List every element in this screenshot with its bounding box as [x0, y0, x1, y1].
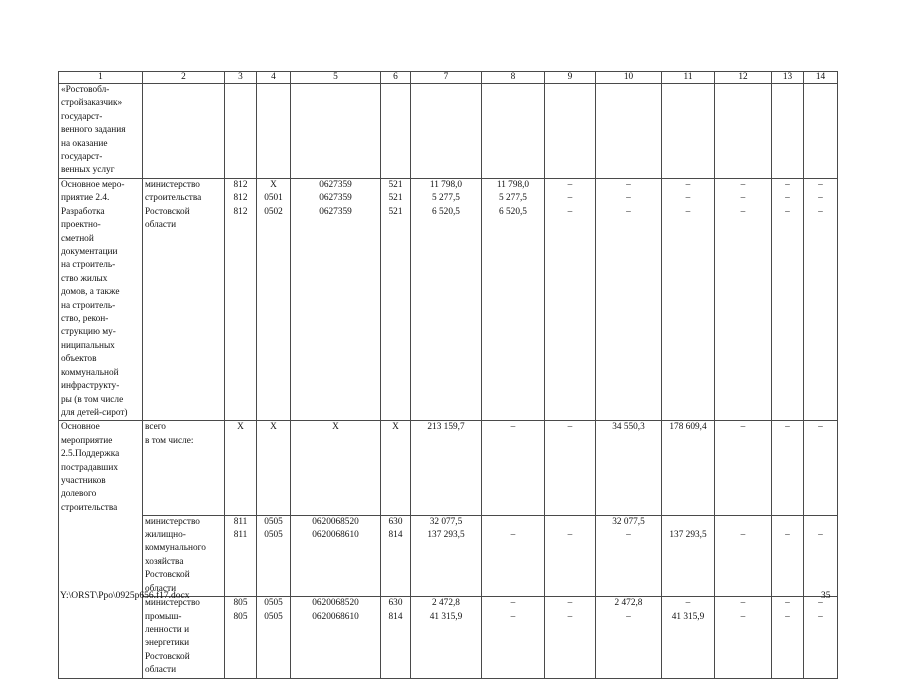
event-description-cell: «Ростовобл- стройзаказчик» государст- венного задания на оказание государст- венных услуг: [59, 84, 143, 179]
value-cell: X: [257, 421, 291, 515]
header-cell: 8: [482, 72, 545, 84]
value-cell: – – –: [596, 179, 662, 421]
budget-table: [58, 71, 838, 679]
empty-cell: [59, 597, 143, 678]
header-cell: 10: [596, 72, 662, 84]
header-cell: 2: [143, 72, 225, 84]
value-cell: 34 550,3: [596, 421, 662, 515]
empty-cell: [381, 84, 411, 179]
header-cell: 6: [381, 72, 411, 84]
header-row: [59, 72, 838, 84]
value-cell: – – –: [545, 179, 596, 421]
value-cell: X: [291, 421, 381, 515]
value-cell: – –: [715, 597, 772, 678]
table-row: [59, 421, 838, 515]
value-cell: 178 609,4: [662, 421, 715, 515]
executor-cell: министерство промыш- ленности и энергетики Ростовской области: [143, 597, 225, 678]
event-description-cell: Основное мероприятие 2.5.Поддержка пострадавших участников долевого строительства: [59, 421, 143, 515]
value-cell: 812 812 812: [225, 179, 257, 421]
empty-cell: [715, 84, 772, 179]
value-cell: 2 472,8 41 315,9: [411, 597, 482, 678]
value-cell: –: [482, 421, 545, 515]
value-cell: – – –: [662, 179, 715, 421]
value-cell: –: [715, 421, 772, 515]
value-cell: –: [804, 515, 838, 596]
value-cell: –: [545, 515, 596, 596]
footer-file-path: Y:\ORST\Ppo\0925p656.f17.docx: [60, 591, 190, 601]
event-description-cell: Основное меро- приятие 2.4. Разработка проектно- сметной документации на строитель- ство жилых домов, а также на строитель- ство, рекон- струкцию му- ниципальных объектов коммунальной инфраструкту- ры (в том числе для детей-сирот): [59, 179, 143, 421]
value-cell: – – –: [804, 179, 838, 421]
empty-cell: [662, 84, 715, 179]
total-label-cell: всего в том числе:: [143, 421, 225, 515]
value-cell: – –: [772, 597, 804, 678]
table-row: [59, 597, 838, 678]
empty-cell: [545, 84, 596, 179]
value-cell: 521 521 521: [381, 179, 411, 421]
value-cell: 11 798,0 5 277,5 6 520,5: [482, 179, 545, 421]
table-row: [59, 179, 838, 421]
empty-cell: [482, 84, 545, 179]
value-cell: –: [772, 515, 804, 596]
executor-cell: министерство жилищно- коммунального хозяйства Ростовской области: [143, 515, 225, 596]
value-cell: 811 811: [225, 515, 257, 596]
value-cell: –: [804, 421, 838, 515]
header-cell: 5: [291, 72, 381, 84]
empty-cell: [596, 84, 662, 179]
value-cell: – –: [482, 597, 545, 678]
value-cell: X 0501 0502: [257, 179, 291, 421]
value-cell: 0627359 0627359 0627359: [291, 179, 381, 421]
value-cell: 0620068520 0620068610: [291, 597, 381, 678]
value-cell: – – –: [715, 179, 772, 421]
value-cell: 137 293,5: [662, 515, 715, 596]
header-cell: 12: [715, 72, 772, 84]
value-cell: 0505 0505: [257, 597, 291, 678]
value-cell: –: [482, 515, 545, 596]
table-row: [59, 84, 838, 179]
value-cell: 32 077,5 137 293,5: [411, 515, 482, 596]
header-cell: 11: [662, 72, 715, 84]
value-cell: – –: [545, 597, 596, 678]
header-cell: 9: [545, 72, 596, 84]
header-cell: 13: [772, 72, 804, 84]
table-row: [59, 515, 838, 596]
value-cell: –: [715, 515, 772, 596]
value-cell: –: [772, 421, 804, 515]
empty-cell: [225, 84, 257, 179]
value-cell: X: [225, 421, 257, 515]
empty-cell: [411, 84, 482, 179]
header-cell: 14: [804, 72, 838, 84]
value-cell: 0620068520 0620068610: [291, 515, 381, 596]
value-cell: X: [381, 421, 411, 515]
value-cell: – –: [804, 597, 838, 678]
header-cell: 1: [59, 72, 143, 84]
header-cell: 7: [411, 72, 482, 84]
empty-cell: [772, 84, 804, 179]
empty-cell: [59, 515, 143, 596]
value-cell: 0505 0505: [257, 515, 291, 596]
header-cell: 3: [225, 72, 257, 84]
empty-cell: [291, 84, 381, 179]
value-cell: – 41 315,9: [662, 597, 715, 678]
executor-cell: министерство строительства Ростовской области: [143, 179, 225, 421]
value-cell: –: [545, 421, 596, 515]
value-cell: 630 814: [381, 597, 411, 678]
value-cell: – – –: [772, 179, 804, 421]
empty-cell: [804, 84, 838, 179]
value-cell: 805 805: [225, 597, 257, 678]
page-number: 35: [821, 591, 831, 601]
empty-cell: [143, 84, 225, 179]
header-cell: 4: [257, 72, 291, 84]
value-cell: 213 159,7: [411, 421, 482, 515]
value-cell: 630 814: [381, 515, 411, 596]
empty-cell: [257, 84, 291, 179]
value-cell: 32 077,5 –: [596, 515, 662, 596]
value-cell: 2 472,8 –: [596, 597, 662, 678]
value-cell: 11 798,0 5 277,5 6 520,5: [411, 179, 482, 421]
